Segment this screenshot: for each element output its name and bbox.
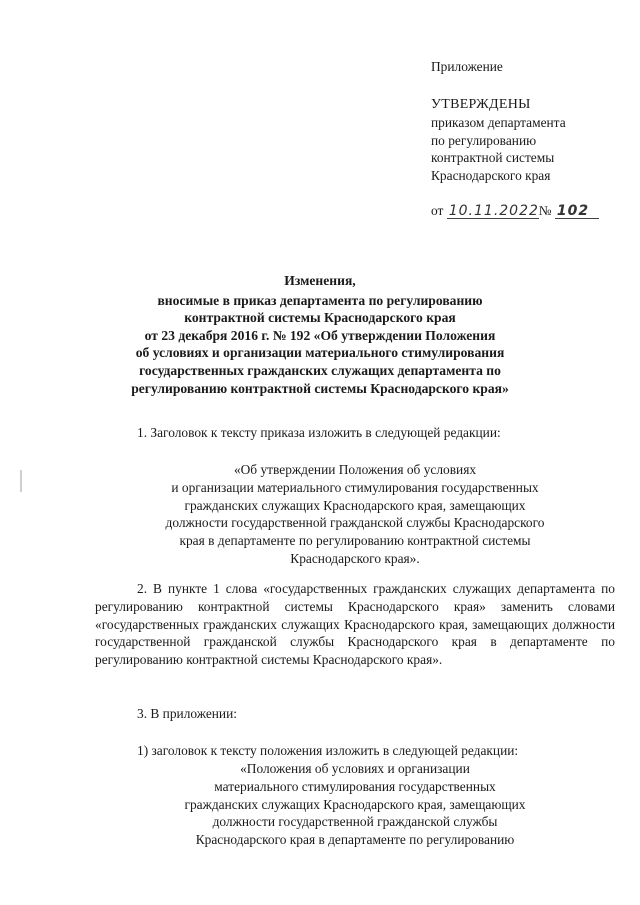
quote-2 (120, 760, 590, 849)
approved-heading: УТВЕРЖДЕНЫ (431, 97, 531, 112)
quote-line: гражданских служащих Краснодарского края, замещающих (184, 497, 526, 513)
number-prefix: № (538, 203, 552, 218)
title-line: контрактной системы Краснодарского края (184, 310, 456, 326)
item-2-paragraph: 2. В пункте 1 слова «государственных гражданских служащих департамента по регулированию контрактной системы Краснодарского края» заменить словами «государственных гражданских служащих Краснодарского края, замещающих должности государственной гражданской службы Краснодарского края в департаменте по регулированию контрактной системы Краснодарского края». (95, 581, 615, 668)
approval-block (431, 58, 631, 220)
handwritten-number: 102 (555, 204, 599, 219)
approval-line: по регулированию (431, 132, 537, 148)
item-1-paragraph: 1. Заголовок к тексту приказа изложить в следующей редакции: (137, 425, 501, 440)
title-line: вносимые в приказ департамента по регулированию (157, 292, 483, 308)
item-3-1-paragraph: 1) заголовок к тексту положения изложить в следующей редакции: (137, 743, 519, 758)
quote-line: Краснодарского края в департаменте по регулированию (195, 832, 515, 848)
quote-line: материального стимулирования государственных (214, 778, 496, 794)
quote-line: «Об утверждении Положения об условиях (233, 462, 477, 477)
approval-line: контрактной системы (431, 150, 555, 165)
approval-line: Краснодарского края (431, 167, 551, 183)
quote-line: должности государственной гражданской службы (212, 814, 498, 830)
margin-mark (20, 470, 22, 492)
title-line: регулированию контрактной системы Краснодарского края» (131, 380, 509, 396)
handwritten-date: 10.11.2022 (448, 203, 539, 219)
approval-line: приказом департамента (431, 115, 566, 130)
quote-line: гражданских служащих Краснодарского края, замещающих (184, 796, 526, 812)
document-title (110, 272, 530, 397)
quote-1 (120, 461, 590, 568)
item-3-paragraph: 3. В приложении: (137, 706, 237, 721)
appendix-label: Приложение (431, 59, 503, 74)
approval-date-line (431, 202, 631, 220)
quote-line: «Положения об условиях и организации (240, 761, 470, 776)
quote-line: Краснодарского края». (290, 550, 420, 566)
date-prefix: от (431, 203, 444, 218)
quote-line: края в департаменте по регулированию контрактной системы (179, 533, 531, 549)
quote-line: должности государственной гражданской службы Краснодарского (165, 515, 545, 531)
title-line: Изменения, (284, 273, 356, 288)
quote-line: и организации материального стимулирования государственных (171, 479, 539, 495)
title-line: от 23 декабря 2016 г. № 192 «Об утверждении Положения (144, 327, 496, 343)
title-line: об условиях и организации материального стимулирования (135, 345, 505, 361)
title-line: государственных гражданских служащих департамента по (139, 362, 501, 378)
